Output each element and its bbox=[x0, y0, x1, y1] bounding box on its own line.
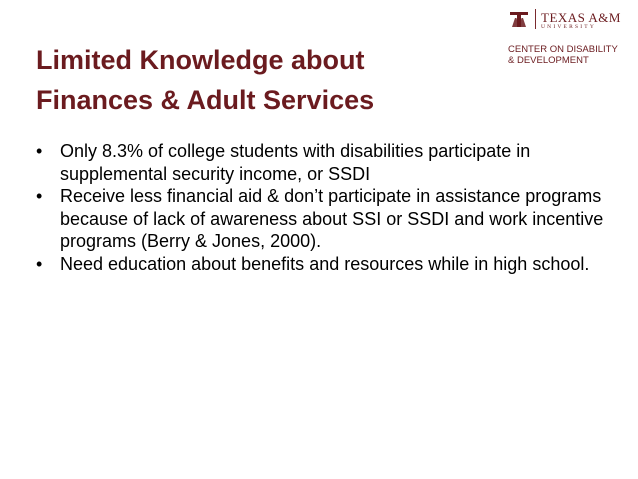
logo-subtitle-line-2: & DEVELOPMENT bbox=[508, 55, 589, 66]
logo-name: TEXAS A&M bbox=[541, 10, 621, 25]
bullet-symbol: • bbox=[36, 141, 43, 161]
bullet-item bbox=[36, 185, 616, 253]
texas-am-cdd-logo bbox=[508, 8, 634, 68]
bullet-list bbox=[36, 140, 616, 275]
bullet-text: Receive less financial aid & don’t participate in assistance programs because of lack of awareness about SSI or SSDI and work incentive programs (Berry & Jones, 2000). bbox=[60, 186, 604, 251]
bullet-item bbox=[36, 140, 616, 185]
logo-university: UNIVERSITY bbox=[541, 24, 596, 30]
atm-logo-icon bbox=[508, 8, 530, 30]
slide-title-line-1: Limited Knowledge about bbox=[36, 45, 365, 75]
bullet-symbol: • bbox=[36, 253, 43, 274]
logo-subtitle-line-1: CENTER ON DISABILITY bbox=[508, 44, 618, 55]
bullet-item bbox=[36, 253, 616, 276]
bullet-text: Need education about benefits and resources while in high school. bbox=[60, 253, 590, 274]
logo-header bbox=[508, 8, 634, 30]
bullet-text: Only 8.3% of college students with disabilities participate in supplemental security income, or SSDI bbox=[60, 141, 531, 184]
logo-divider bbox=[535, 9, 536, 29]
bullet-symbol: • bbox=[36, 186, 43, 206]
slide-title bbox=[36, 40, 476, 120]
logo-subtitle bbox=[508, 44, 634, 66]
slide-title-line-2: Finances & Adult Services bbox=[36, 85, 375, 115]
